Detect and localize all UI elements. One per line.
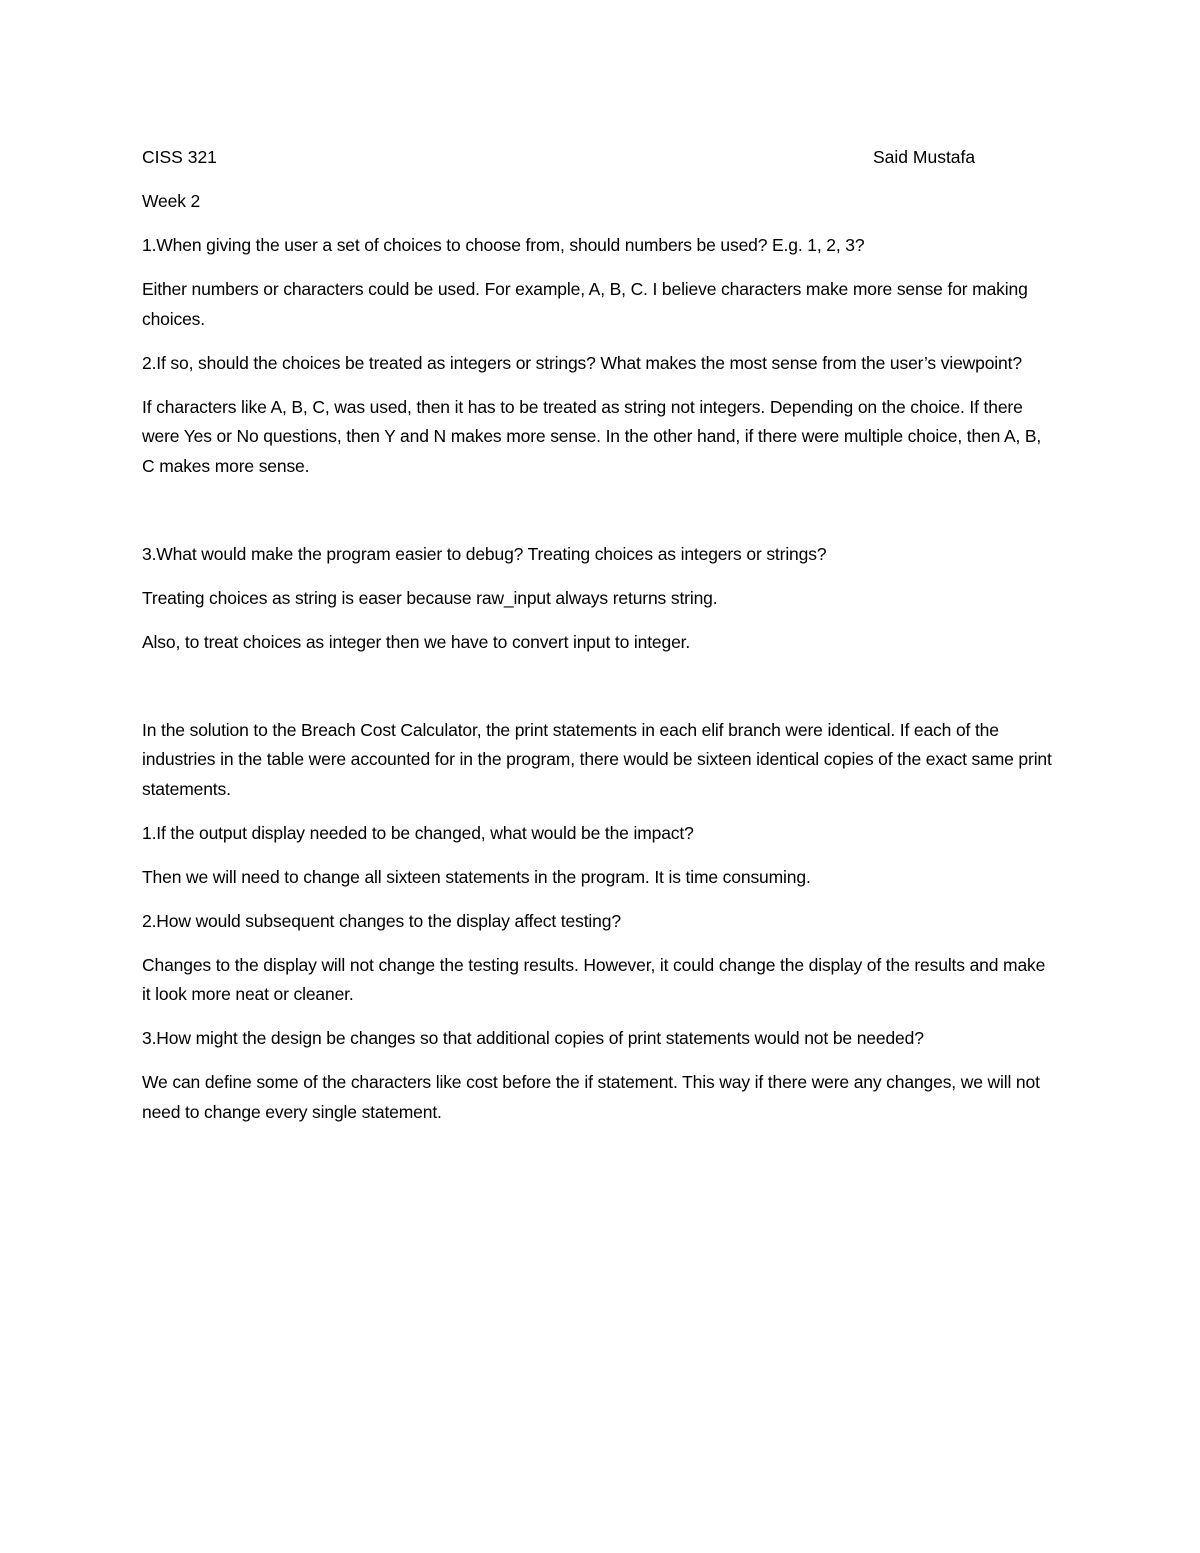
- part2-question-3: 3.How might the design be changes so that additional copies of print statements would not be needed?: [142, 1028, 924, 1048]
- part1-question-3: 3.What would make the program easier to debug? Treating choices as integers or strings?: [142, 543, 827, 564]
- part2-answer-1: Then we will need to change all sixteen statements in the program. It is time consuming.: [142, 866, 811, 887]
- part1-question-1: 1.When giving the user a set of choices to choose from, should numbers be used? E.g. 1, 2, 3?: [142, 235, 865, 255]
- part1-answer-1: Either numbers or characters could be used. For example, A, B, C. I believe characters make more sense for making choices.: [142, 279, 1028, 329]
- author-name: Said Mustafa: [873, 147, 976, 167]
- part2-question-2: 2.How would subsequent changes to the display affect testing?: [142, 910, 621, 931]
- part1-answer-2: If characters like A, B, C, was used, then it has to be treated as string not integers. Depending on the choice. If there were Yes or No questions, then Y and N makes more sense. In the other hand, if there were multiple choice, then A, B, C makes more sense.: [142, 396, 1042, 476]
- part1-answer-3b: Also, to treat choices as integer then we have to convert input to integer.: [142, 631, 691, 652]
- part2-question-1: 1.If the output display needed to be changed, what would be the impact?: [142, 822, 694, 843]
- part2-answer-2: Changes to the display will not change the testing results. However, it could change the display of the results and make it look more neat or cleaner.: [142, 954, 1046, 1004]
- part1-question-2: 2.If so, should the choices be treated as integers or strings? What makes the most sense from the user’s viewpoint?: [142, 352, 1022, 373]
- spacer: [142, 672, 1057, 716]
- spacer: [142, 496, 1057, 540]
- week-label: Week 2: [142, 191, 201, 211]
- part2-intro: In the solution to the Breach Cost Calculator, the print statements in each elif branch were identical. If each of the industries in the table were accounted for in the program, there would be sixteen identical copies of the exact same print statements.: [142, 719, 1052, 799]
- part1-answer-3a: Treating choices as string is easer because raw_input always returns string.: [142, 587, 718, 608]
- part2-answer-3: We can define some of the characters like cost before the if statement. This way if there were any changes, we will not need to change every single statement.: [142, 1072, 1040, 1122]
- document-body: [142, 143, 1057, 1142]
- course-code: CISS 321: [142, 147, 217, 167]
- document-header: [142, 143, 1057, 173]
